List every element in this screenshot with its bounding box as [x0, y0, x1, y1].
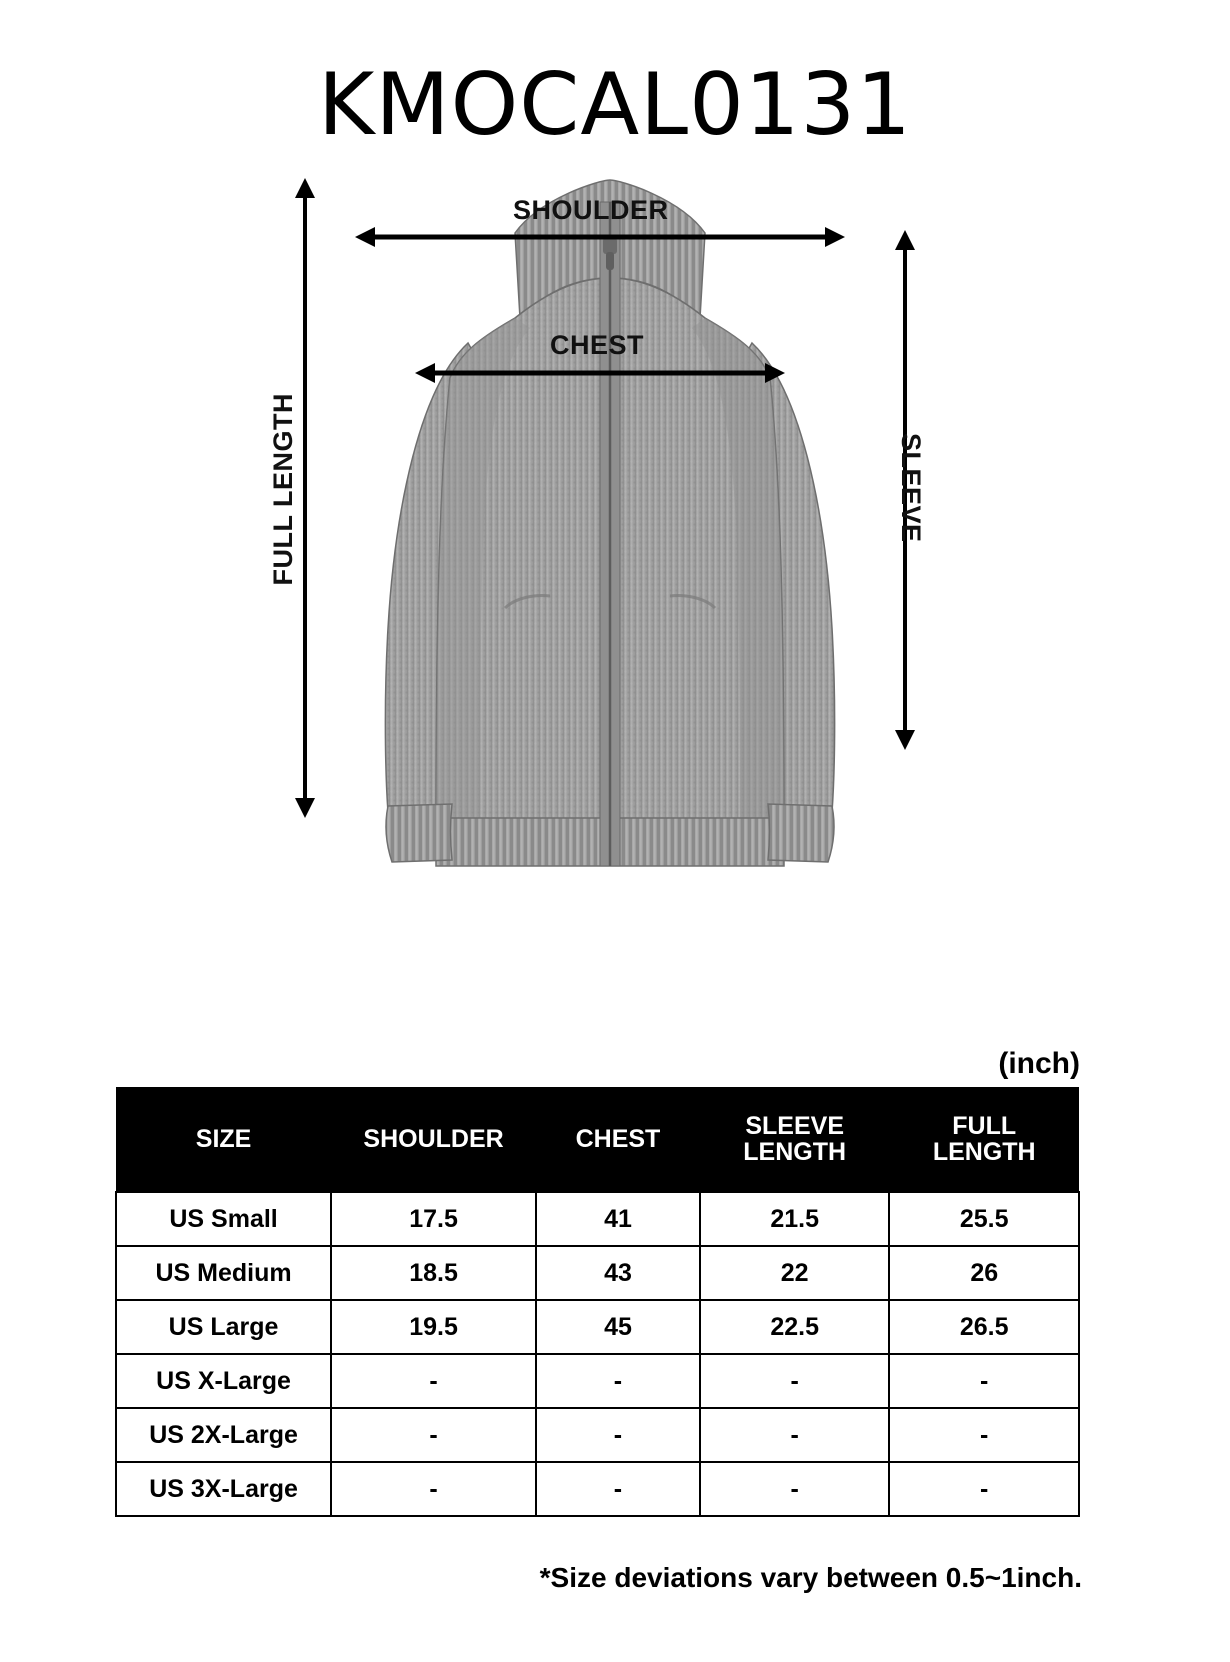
chest-arrow [415, 360, 785, 386]
column-header-full-length: FULL LENGTH [889, 1087, 1079, 1192]
garment-illustration [300, 178, 920, 868]
cell-size: US 3X-Large [116, 1462, 331, 1516]
chest-label: CHEST [550, 330, 645, 360]
size-chart-table [115, 1087, 1080, 1517]
size-deviation-note: *Size deviations vary between 0.5~1inch. [539, 1562, 1082, 1593]
table-header-row [116, 1087, 1079, 1192]
cell-shoulder: - [331, 1354, 536, 1408]
shoulder-arrow [355, 224, 845, 250]
cell-sleeve-length: - [700, 1462, 890, 1516]
cell-sleeve-length: - [700, 1354, 890, 1408]
column-header-sleeve-length: SLEEVE LENGTH [700, 1087, 890, 1192]
cell-chest: 45 [536, 1300, 700, 1354]
cell-chest: - [536, 1354, 700, 1408]
cell-shoulder: - [331, 1408, 536, 1462]
cell-full-length: 25.5 [889, 1192, 1079, 1246]
cell-sleeve-length: - [700, 1408, 890, 1462]
cell-shoulder: 19.5 [331, 1300, 536, 1354]
cell-size: US Small [116, 1192, 331, 1246]
cell-chest: - [536, 1462, 700, 1516]
garment-diagram [0, 178, 1230, 868]
cell-full-length: - [889, 1408, 1079, 1462]
cell-sleeve-length: 22.5 [700, 1300, 890, 1354]
jacket-drawing [300, 178, 920, 868]
cell-chest: - [536, 1408, 700, 1462]
table-row [116, 1408, 1079, 1462]
cell-size: US 2X-Large [116, 1408, 331, 1462]
column-header-size: SIZE [116, 1087, 331, 1192]
shoulder-label: SHOULDER [513, 195, 669, 225]
cell-shoulder: 17.5 [331, 1192, 536, 1246]
cell-full-length: - [889, 1462, 1079, 1516]
table-row [116, 1246, 1079, 1300]
sleeve-label: SLEEVE [896, 433, 926, 543]
cell-chest: 43 [536, 1246, 700, 1300]
table-row [116, 1462, 1079, 1516]
cell-shoulder: 18.5 [331, 1246, 536, 1300]
full-length-label: FULL LENGTH [268, 393, 298, 586]
cell-shoulder: - [331, 1462, 536, 1516]
cell-full-length: - [889, 1354, 1079, 1408]
cell-sleeve-length: 22 [700, 1246, 890, 1300]
cell-size: US Large [116, 1300, 331, 1354]
cell-size: US X-Large [116, 1354, 331, 1408]
cell-full-length: 26 [889, 1246, 1079, 1300]
cell-full-length: 26.5 [889, 1300, 1079, 1354]
table-row [116, 1192, 1079, 1246]
table-row [116, 1354, 1079, 1408]
unit-note: (inch) [998, 1047, 1080, 1080]
table-row [116, 1300, 1079, 1354]
column-header-chest: CHEST [536, 1087, 700, 1192]
cell-chest: 41 [536, 1192, 700, 1246]
column-header-shoulder: SHOULDER [331, 1087, 536, 1192]
cell-size: US Medium [116, 1246, 331, 1300]
page-title: KMOCAL0131 [318, 55, 912, 155]
cell-sleeve-length: 21.5 [700, 1192, 890, 1246]
